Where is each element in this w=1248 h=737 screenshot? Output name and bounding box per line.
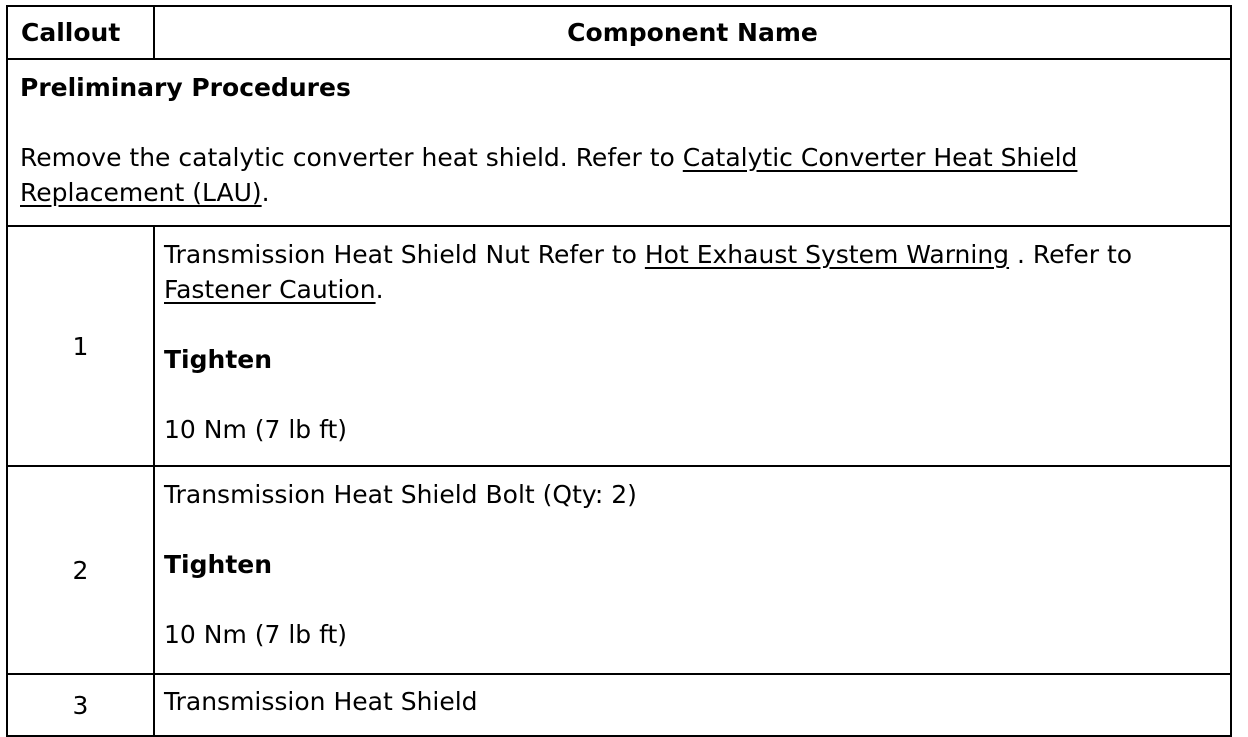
- component-description: [154, 226, 1231, 466]
- component-name-end: .: [375, 275, 384, 304]
- component-name-text: Transmission Heat Shield Nut Refer to: [164, 240, 645, 269]
- header-component-name: Component Name: [154, 6, 1231, 59]
- component-name: Transmission Heat Shield: [164, 687, 478, 716]
- callout-number: 2: [7, 466, 154, 674]
- callout-number: 1: [7, 226, 154, 466]
- preliminary-procedures-cell: [7, 59, 1231, 226]
- preliminary-text: [20, 140, 1218, 210]
- preliminary-text-after: .: [261, 178, 270, 207]
- component-description: [154, 466, 1231, 674]
- torque-value: 10 Nm (7 lb ft): [164, 620, 348, 649]
- component-name: [164, 237, 1218, 307]
- spacer: [164, 307, 1218, 342]
- table-row: [7, 674, 1231, 736]
- torque-value: 10 Nm (7 lb ft): [164, 415, 348, 444]
- action-label: Tighten: [164, 345, 273, 374]
- component-name: Transmission Heat Shield Bolt (Qty: 2): [164, 480, 637, 509]
- heat-shield-replacement-link[interactable]: Catalytic Converter Heat Shield Replacement (LAU): [20, 143, 1078, 207]
- component-table: [6, 5, 1232, 737]
- table-row: [7, 466, 1231, 674]
- hot-exhaust-warning-link[interactable]: Hot Exhaust System Warning: [644, 240, 1010, 269]
- table-header: [7, 6, 1231, 59]
- action-label: Tighten: [164, 550, 273, 579]
- preliminary-procedures-row: [7, 59, 1231, 226]
- table-row: [7, 226, 1231, 466]
- spacer: [164, 377, 1218, 412]
- component-name-mid: . Refer to: [1009, 240, 1133, 269]
- component-description: [154, 674, 1231, 736]
- fastener-caution-link[interactable]: Fastener Caution: [164, 275, 376, 304]
- preliminary-title: Preliminary Procedures: [20, 73, 351, 102]
- spacer: [20, 105, 1218, 140]
- spacer: [164, 582, 1218, 617]
- spacer: [164, 512, 1218, 547]
- preliminary-text-before: Remove the catalytic converter heat shield. Refer to: [20, 143, 683, 172]
- header-callout: Callout: [7, 6, 154, 59]
- callout-number: 3: [7, 674, 154, 736]
